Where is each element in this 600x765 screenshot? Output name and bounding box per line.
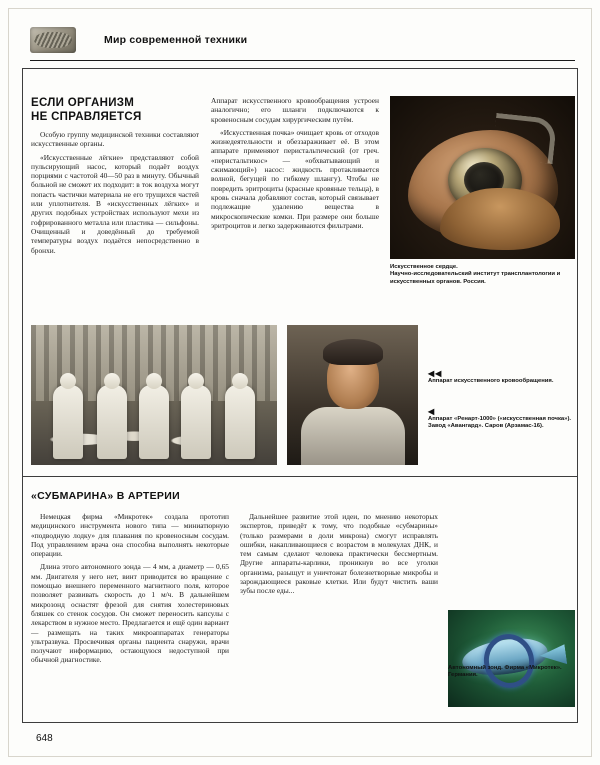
- header-rule: [30, 60, 575, 61]
- paragraph: «Искусственные лёгкие» представляют собой пульсирующий насос, который подаёт воздух порциями с частотой 40—50 раз в минуту. Обычный больной не сможет их подходит: в ток воздуха могут попасть частички материала не его трущихся частей или уплотнителя. В «искусственных лёгких» и других подобных устройствах используют мехи из гофрированного металла или пластика — сильфоны. Очищенный и доведённый до требуемой температуры воздух подаётся непосредственно в бронхи.: [31, 152, 199, 255]
- left-arrow-icon: ◀◀: [428, 369, 443, 378]
- figure-doctor: [287, 325, 418, 465]
- lab-worker: [97, 385, 127, 459]
- figure-caption-submarine: Автономный зонд. Фирма «Микротек». Германия.: [448, 665, 562, 679]
- article1-title-line2: НЕ СПРАВЛЯЕТСЯ: [31, 111, 142, 123]
- lab-worker: [181, 385, 211, 459]
- lab-worker: [53, 385, 83, 459]
- article1-column-2: [211, 96, 379, 234]
- figure-micro-submarine: [448, 610, 575, 707]
- paragraph: Немецкая фирма «Микротек» создала прототип медицинского инструмента нового типа — миниатюрную «подводную лодку» для плавания по кровеносным сосудам. Под управлением врача она способна выполнять некоторые операции.: [31, 512, 229, 559]
- caption-line-1: Искусственное сердце.: [390, 264, 458, 270]
- section-divider: [22, 476, 578, 477]
- paragraph: Дальнейшее развитие этой идеи, по мнению некоторых экспертов, приведёт к тому, что подобные «субмарины» (только размерами в доли микрона) смогут исправлять ошибки, накапливающиеся с возрастом в молекулах ДНК, и тем самым сделают человека практически бессмертным. Другие аппараты-карлики, проникнув во все уголки организма, разыщут и уничтожат болезнетворные микробы и зарождающиеся раковые клетки. Или будут чистить ваши зубы после еды...: [240, 512, 438, 596]
- paragraph: Особую группу медицинской техники составляют искусственные органы.: [31, 130, 199, 149]
- lab-worker: [225, 385, 255, 459]
- figure-caption-heart: [390, 264, 575, 286]
- header-title: Мир современной техники: [104, 34, 248, 46]
- paragraph: Аппарат искусственного кровообращения устроен аналогично; его шланги подключаются к кровеносным сосудам хирургическим путём.: [211, 96, 379, 124]
- figure-artificial-heart: [390, 96, 575, 259]
- left-arrow-icon: ◀: [428, 407, 436, 416]
- paragraph: «Искусственная почка» очищает кровь от отходов жизнедеятельности и обеззараживает её. В этом аппарате применяют перистальтический (от греч. «перистальтикос» — «обхватывающий и сжимающий») насос: жидкость протакливается волной, бегущей по гибкому шлангу). Чтобы не повредить эритроциты (красные кровяные тельца), в кровь сначала добавляют состав, который связывает подлежащие удалению вещества в микроскопические комки. При размере они больше эритроцитов и легко задерживаются фильтрами.: [211, 127, 379, 230]
- article1-column-1: [31, 130, 199, 259]
- caption-line-2: Научно-исследовательский институт трансплантологии и искусственных органов. Россия.: [390, 271, 561, 285]
- figure-caption-b: [428, 408, 576, 431]
- doctor-hair: [323, 339, 383, 365]
- page-number: 648: [36, 733, 53, 744]
- page-header: [30, 22, 575, 58]
- article1-title-line1: ЕСЛИ ОРГАНИЗМ: [31, 97, 135, 109]
- caption-text: Аппарат «Ренарт-1000» («искусственная почка»). Завод «Авангард». Саров (Арзамас-16).: [428, 416, 572, 430]
- doctor-body: [301, 407, 405, 465]
- article1-title: [31, 96, 201, 124]
- article2-column-2: [240, 512, 438, 600]
- trilobite-emblem-icon: [30, 27, 76, 53]
- figure-caption-a: [428, 370, 576, 385]
- caption-text: Аппарат искусственного кровообращения.: [428, 378, 554, 384]
- figure-laboratory: [31, 325, 277, 465]
- article2-column-1: [31, 512, 229, 669]
- paragraph: Длина этого автономного зонда — 4 мм, а диаметр — 0,65 мм. Двигателя у него нет, винт приводится во вращение с помощью внешнего переменного магнитного поля, которое позволяет развивать скорость до 1 м/ч. В дальнейшем микрозонд оснастят фрезой для снятия холестериновых бляшек со стенок сосудов. Он сможет переносить капсулы с лекарством в нужное место. Предлагается и ещё один вариант — размещать на таких микроаппаратах генераторы ультразвука. Просвечивая органы пациента снаружи, врачи получают информацию, остающуюся недоступной при обычной диагностике.: [31, 562, 229, 665]
- article2-title: «СУБМАРИНА» В АРТЕРИИ: [31, 490, 180, 502]
- lab-worker: [139, 385, 169, 459]
